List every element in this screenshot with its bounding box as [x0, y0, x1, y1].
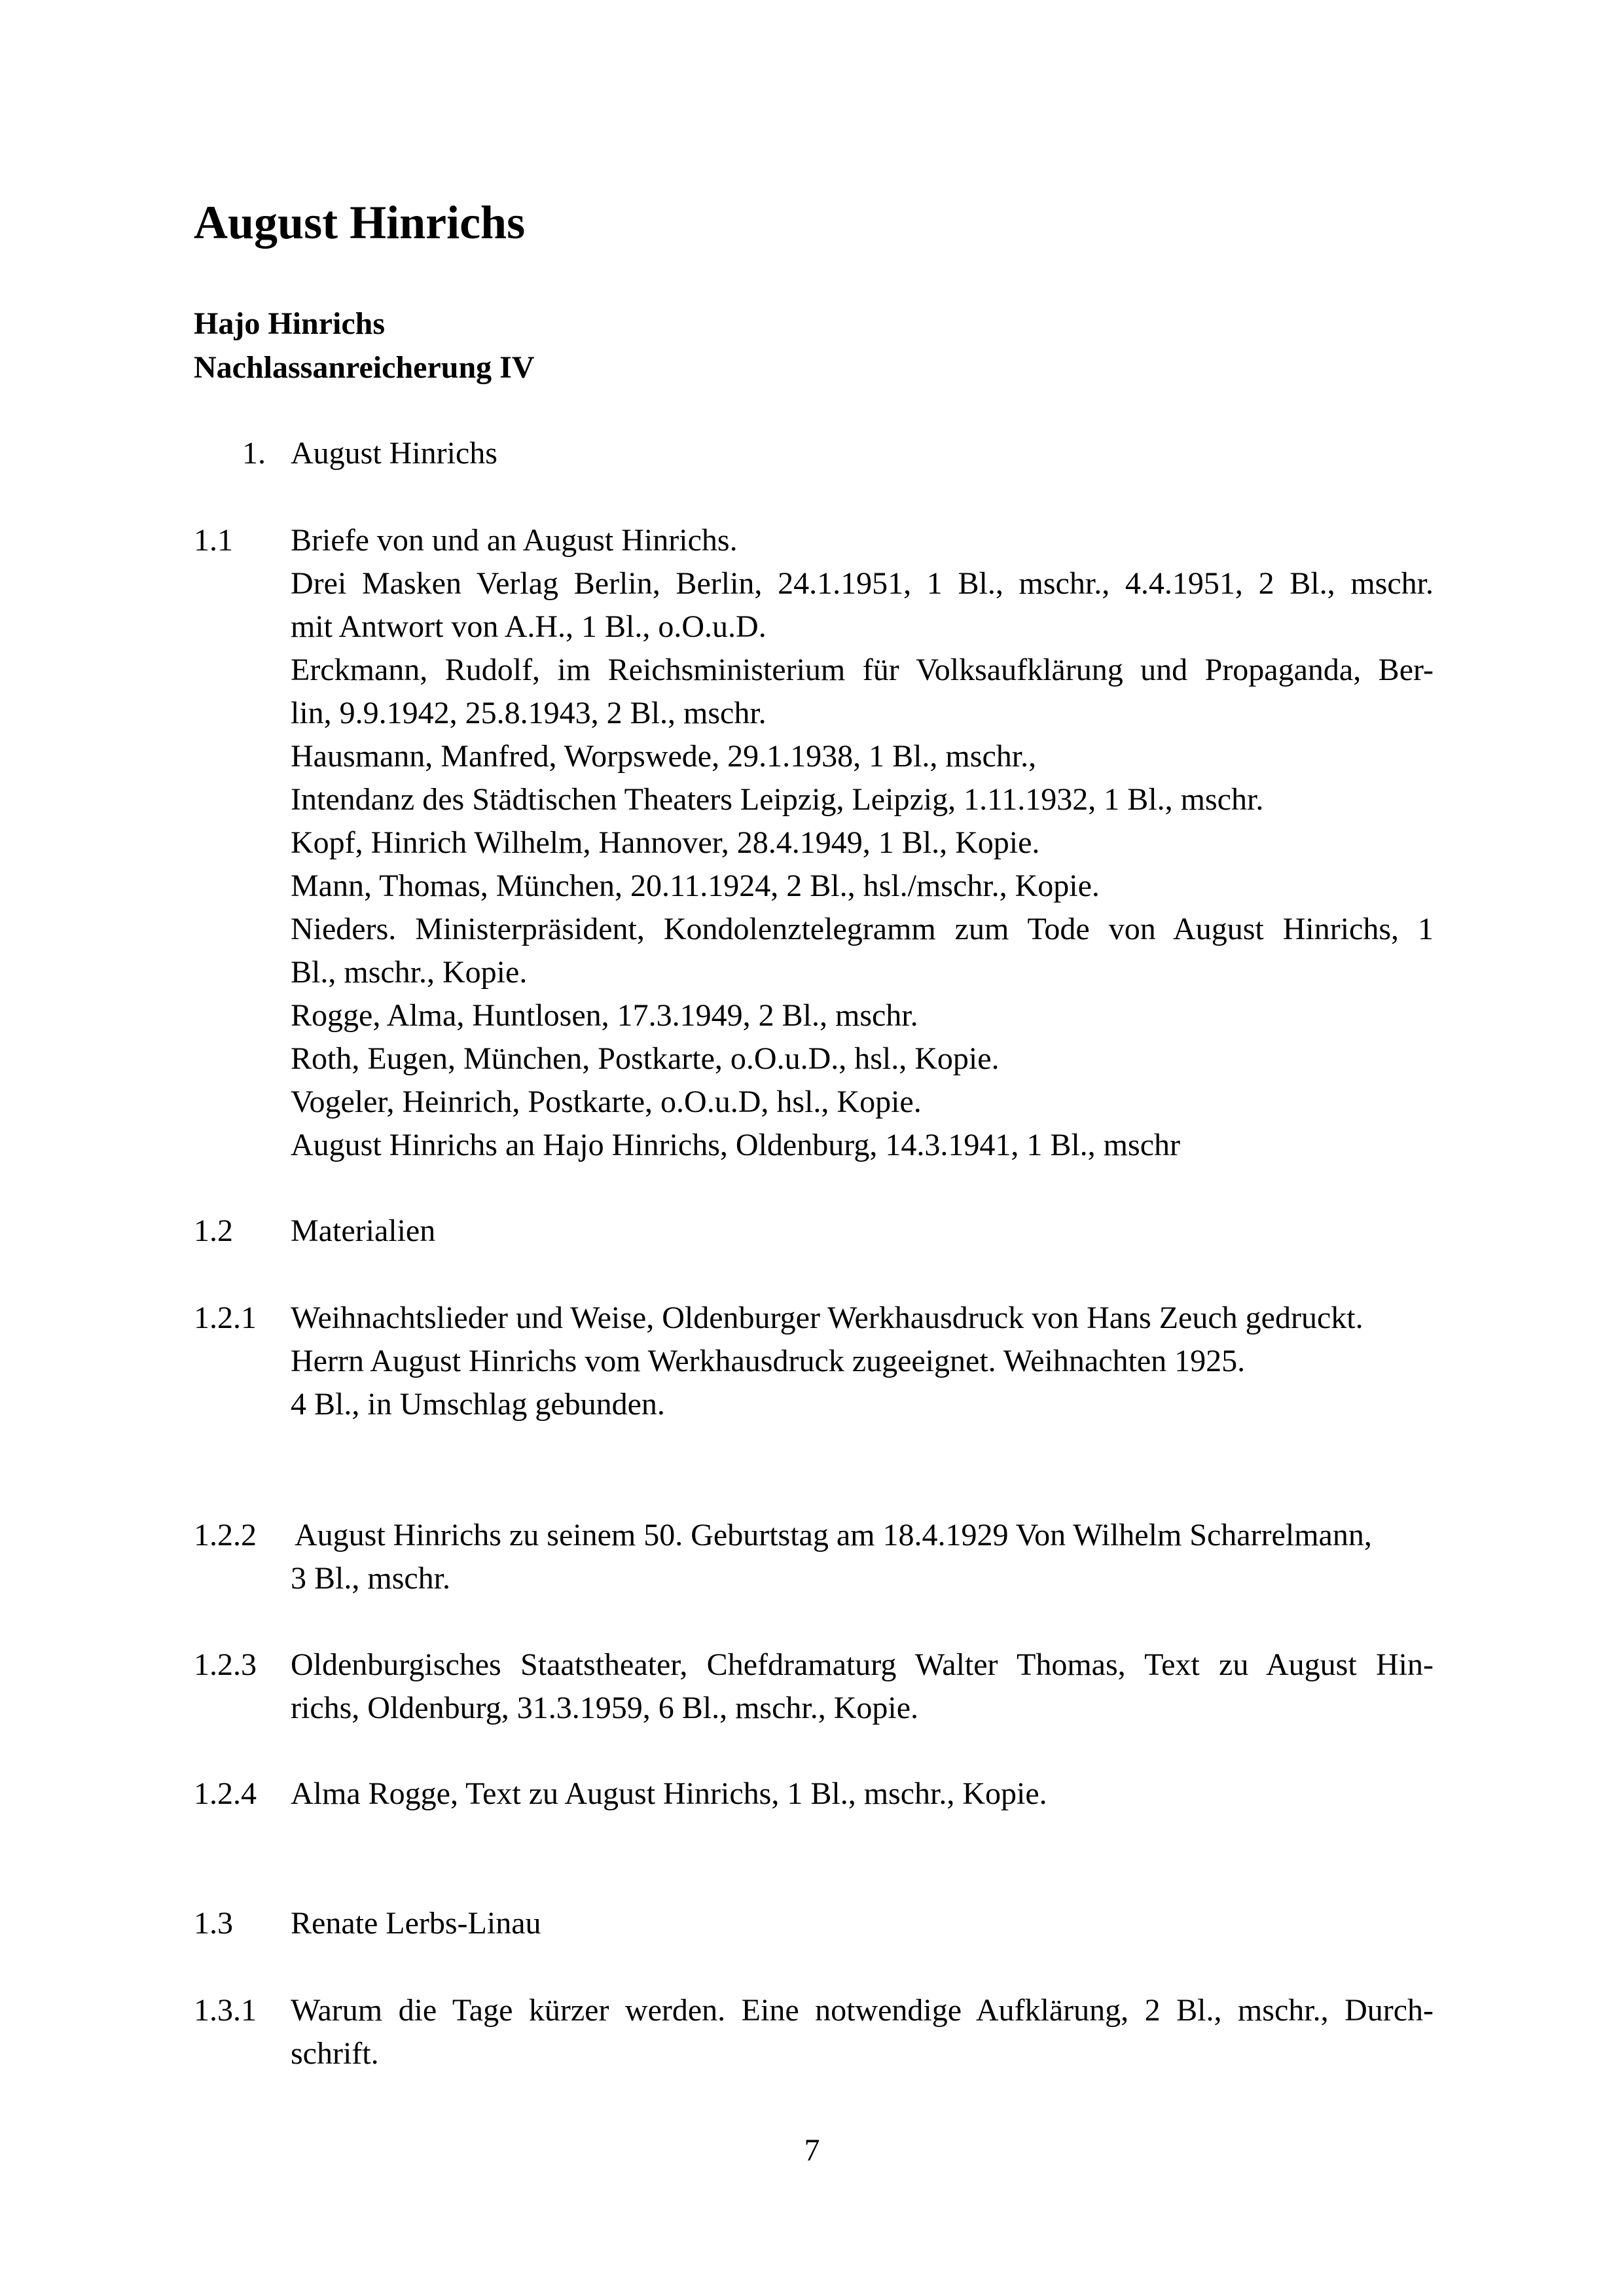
section-line: mit Antwort von A.H., 1 Bl., o.O.u.D. [291, 609, 767, 644]
section-line: Roth, Eugen, München, Postkarte, o.O.u.D., hsl., Kopie. [291, 1041, 1000, 1076]
section-number: 1.2.1 [194, 1300, 257, 1335]
list-item-text: August Hinrichs [291, 436, 497, 471]
section-line: Mann, Thomas, München, 20.11.1924, 2 Bl., hsl./mschr., Kopie. [291, 869, 1100, 903]
section-line: Erckmann, Rudolf, im Reichsministerium für Volksaufklärung und Propaganda, Ber- [291, 653, 1434, 687]
section-number: 1.2.4 [194, 1776, 257, 1811]
section-line: richs, Oldenburg, 31.3.1959, 6 Bl., mschr., Kopie. [291, 1691, 919, 1725]
section-line: Oldenburgisches Staatstheater, Chefdramaturg Walter Thomas, Text zu August Hin- [291, 1647, 1434, 1682]
section-number: 1.1 [194, 523, 233, 558]
section-line: Intendanz des Städtischen Theaters Leipzig, Leipzig, 1.11.1932, 1 Bl., mschr. [291, 782, 1264, 817]
section-line: Rogge, Alma, Huntlosen, 17.3.1949, 2 Bl., mschr. [291, 998, 918, 1033]
section-line: Hausmann, Manfred, Worpswede, 29.1.1938, 1 Bl., mschr., [291, 739, 1037, 774]
section-line: August Hinrichs zu seinem 50. Geburtstag am 18.4.1929 Von Wilhelm Scharrelmann, [295, 1518, 1372, 1552]
section-line: 3 Bl., mschr. [291, 1561, 451, 1596]
section-line: Nieders. Ministerpräsident, Kondolenztelegramm zum Tode von August Hinrichs, 1 [291, 912, 1434, 946]
section-line: Drei Masken Verlag Berlin, Berlin, 24.1.1951, 1 Bl., mschr., 4.4.1951, 2 Bl., mschr. [291, 566, 1434, 601]
section-number: 1.3 [194, 1906, 233, 1941]
page-number: 7 [804, 2133, 820, 2168]
section-number: 1.2.3 [194, 1647, 257, 1682]
section-line: August Hinrichs an Hajo Hinrichs, Oldenburg, 14.3.1941, 1 Bl., mschr [291, 1128, 1180, 1162]
section-line: schrift. [291, 2036, 379, 2071]
section-number: 1.3.1 [194, 1993, 257, 2028]
section-line: Materialien [291, 1213, 436, 1248]
section-number: 1.2 [194, 1213, 233, 1248]
subtitle-collection: Nachlassanreicherung IV [194, 350, 535, 385]
section-line: Kopf, Hinrich Wilhelm, Hannover, 28.4.1949, 1 Bl., Kopie. [291, 825, 1040, 860]
section-line: Vogeler, Heinrich, Postkarte, o.O.u.D, hsl., Kopie. [291, 1085, 922, 1119]
section-line: Alma Rogge, Text zu August Hinrichs, 1 Bl., mschr., Kopie. [291, 1776, 1047, 1811]
document-title: August Hinrichs [194, 196, 526, 249]
section-line: Weihnachtslieder und Weise, Oldenburger Werkhausdruck von Hans Zeuch gedruckt. [291, 1300, 1363, 1335]
section-line: Renate Lerbs-Linau [291, 1906, 541, 1941]
subtitle-author: Hajo Hinrichs [194, 306, 386, 341]
section-line: lin, 9.9.1942, 25.8.1943, 2 Bl., mschr. [291, 696, 767, 730]
section-number: 1.2.2 [194, 1518, 257, 1552]
section-line: Briefe von und an August Hinrichs. [291, 523, 738, 558]
section-line: 4 Bl., in Umschlag gebunden. [291, 1387, 665, 1422]
list-item-number: 1. [242, 436, 266, 471]
section-line: Bl., mschr., Kopie. [291, 955, 528, 990]
section-line: Warum die Tage kürzer werden. Eine notwendige Aufklärung, 2 Bl., mschr., Durch- [291, 1993, 1434, 2028]
section-line: Herrn August Hinrichs vom Werkhausdruck zugeeignet. Weihnachten 1925. [291, 1344, 1246, 1378]
